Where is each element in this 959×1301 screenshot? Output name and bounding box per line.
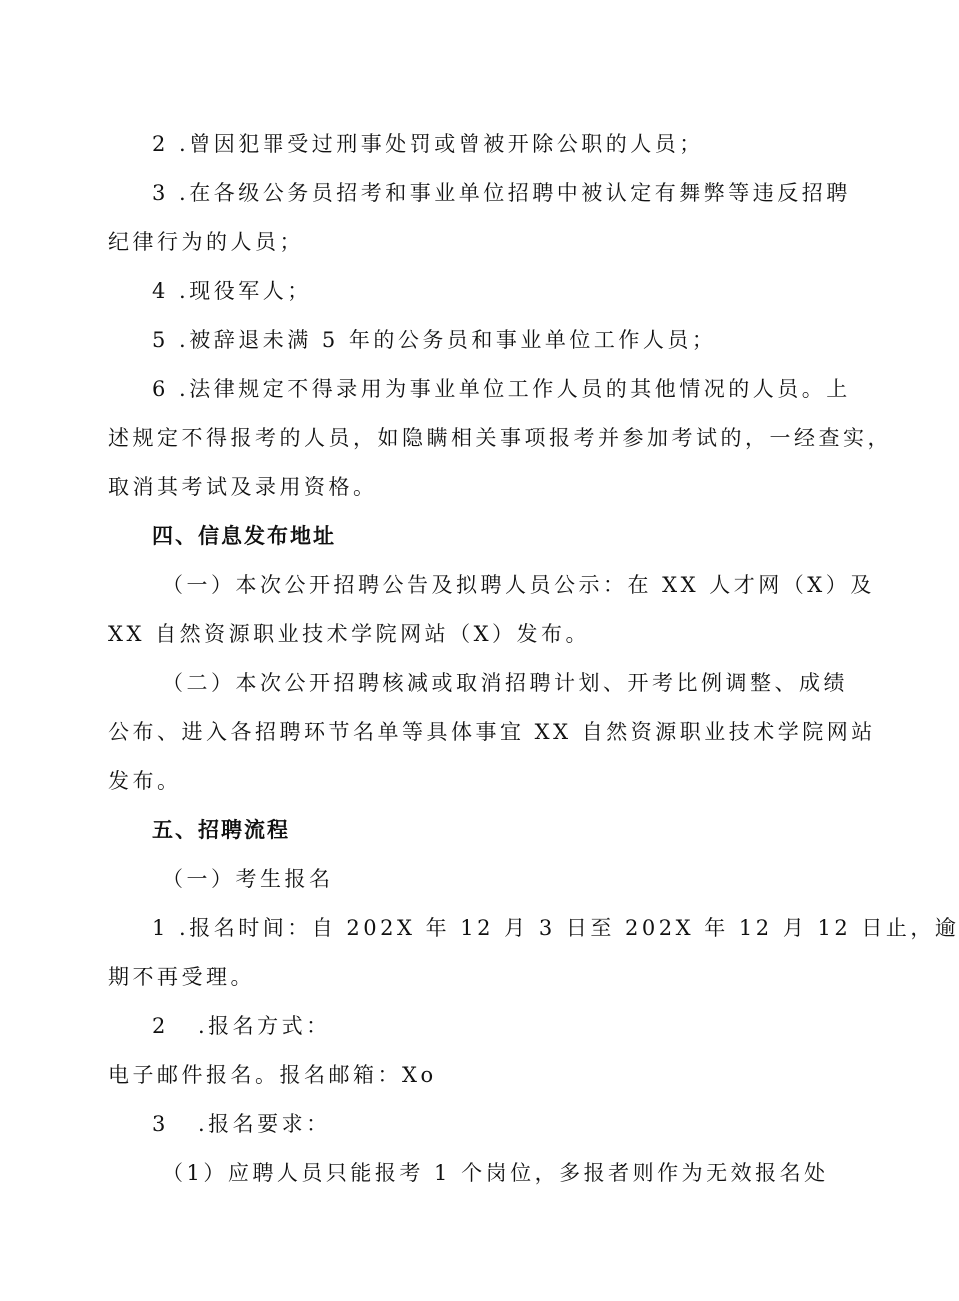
item-2-criminal-record: 2 .曾因犯罪受过刑事处罚或曾被开除公职的人员；	[152, 132, 704, 156]
section-4-item-1-line-1: （一）本次公开招聘公告及拟聘人员公示：在 XX 人才网（X）及	[162, 573, 875, 597]
section-4-item-2-line-1: （二）本次公开招聘核减或取消招聘计划、开考比例调整、成绩	[162, 671, 848, 695]
registration-requirements-label	[152, 1109, 820, 1139]
registration-requirements-number: 3	[152, 1112, 169, 1136]
item-6-other-line-2: 述规定不得报考的人员，如隐瞒相关事项报考并参加考试的，一经查实，	[108, 426, 892, 450]
section-4-item-2-line-3: 发布。	[108, 769, 182, 793]
registration-method-number: 2	[152, 1014, 169, 1038]
item-6-other-line-1: 6 .法律规定不得录用为事业单位工作人员的其他情况的人员。上	[152, 377, 851, 401]
registration-method-text: .报名方式：	[198, 1014, 331, 1038]
section-4-heading: 四、信息发布地址	[152, 524, 336, 548]
item-4-military: 4 .现役军人；	[152, 279, 312, 303]
section-4-item-2-line-2: 公布、进入各招聘环节名单等具体事宜 XX 自然资源职业技术学院网站	[108, 720, 876, 744]
registration-method-label	[152, 1011, 820, 1041]
item-3-fraud-line-1: 3 .在各级公务员招考和事业单位招聘中被认定有舞弊等违反招聘	[152, 181, 851, 205]
registration-time-line-2: 期不再受理。	[108, 965, 255, 989]
registration-time-line-1: 1 .报名时间：自 202X 年 12 月 3 日至 202X 年 12 月 12 日止，逾	[152, 916, 959, 940]
registration-email: 电子邮件报名。报名邮箱：Xo	[108, 1063, 437, 1087]
section-5-subheading-registration: （一）考生报名	[162, 867, 334, 891]
item-3-fraud-line-2: 纪律行为的人员；	[108, 230, 304, 254]
section-5-heading: 五、招聘流程	[152, 818, 290, 842]
item-5-dismissed: 5 .被辞退未满 5 年的公务员和事业单位工作人员；	[152, 328, 717, 352]
item-6-other-line-3: 取消其考试及录用资格。	[108, 475, 378, 499]
registration-requirements-text: .报名要求：	[198, 1112, 331, 1136]
section-4-item-1-line-2: XX 自然资源职业技术学院网站（X）发布。	[108, 622, 591, 646]
requirement-1: （1）应聘人员只能报考 1 个岗位，多报者则作为无效报名处	[162, 1161, 829, 1185]
